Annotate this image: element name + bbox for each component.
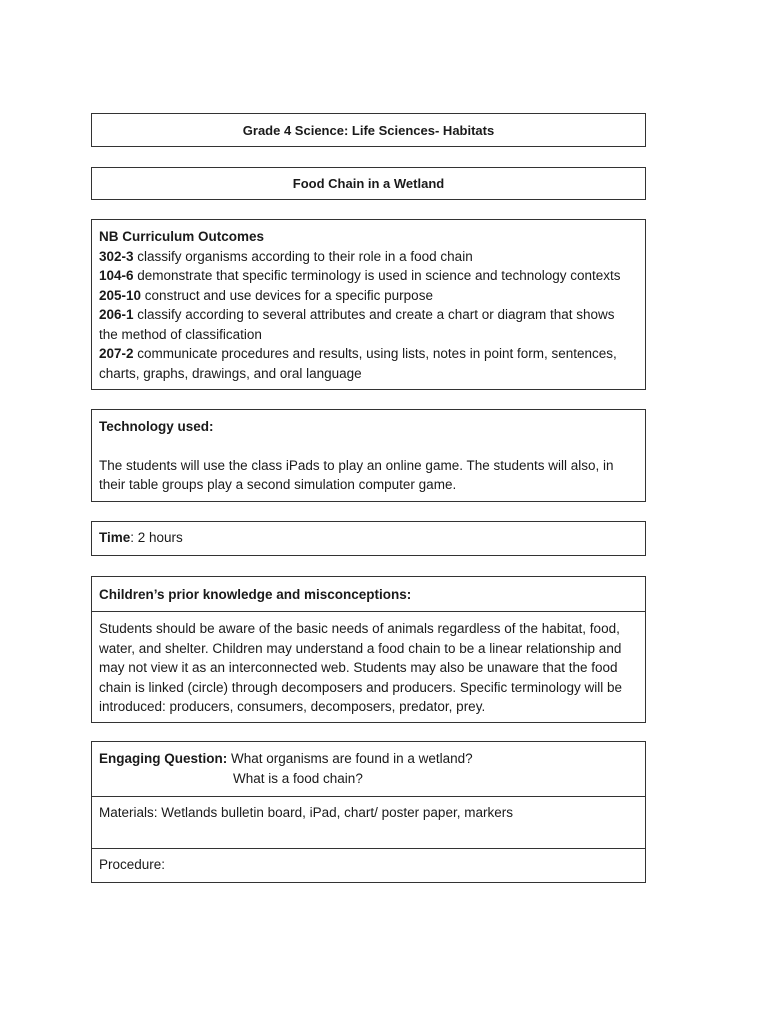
lesson-subtitle-box <box>91 167 646 200</box>
outcomes-heading: NB Curriculum Outcomes <box>99 229 265 244</box>
technology-heading: Technology used: <box>99 419 214 434</box>
engaging-question-row <box>92 742 645 796</box>
engaging-box <box>91 741 646 883</box>
outcome-item: 302-3 classify organisms according to their role in a food chain <box>99 248 473 264</box>
technology-text-line: their table groups play a second simulation computer game. <box>99 477 457 492</box>
outcome-item: 207-2 communicate procedures and results, using lists, notes in point form, sentences, <box>99 346 617 361</box>
outcome-item: 206-1 classify according to several attributes and create a chart or diagram that shows <box>99 307 615 322</box>
outcome-item: 205-10 construct and use devices for a specific purpose <box>99 287 433 303</box>
procedure-text: Procedure: <box>99 857 166 872</box>
prior-knowledge-line: chain is linked (circle) through decomposers and producers. Specific terminology will be <box>99 679 622 695</box>
outcome-item-continued: charts, graphs, drawings, and oral language <box>99 365 362 381</box>
outcome-item: 104-6 demonstrate that specific terminology is used in science and technology contexts <box>99 268 621 283</box>
prior-knowledge-line: water, and shelter. Children may understand a food chain to be a linear relationship and <box>99 640 622 656</box>
curriculum-outcomes-box <box>91 219 646 390</box>
lesson-title: Grade 4 Science: Life Sciences- Habitats <box>242 122 495 138</box>
engaging-question-1: What organisms are found in a wetland? <box>227 751 473 766</box>
materials-text: Materials: Wetlands bulletin board, iPad, chart/ poster paper, markers <box>99 805 513 820</box>
prior-knowledge-line: introduced: producers, consumers, decomposers, predator, prey. <box>99 699 486 714</box>
outcome-item-continued: the method of classification <box>99 326 262 342</box>
time-value: Time: 2 hours <box>99 530 183 545</box>
materials-row <box>92 796 645 848</box>
engaging-question-2: What is a food chain? <box>233 770 363 786</box>
prior-knowledge-heading: Children’s prior knowledge and misconceptions: <box>99 586 412 602</box>
time-box <box>91 521 646 556</box>
prior-knowledge-box <box>91 576 646 723</box>
lesson-title-box <box>91 113 646 147</box>
lesson-subtitle: Food Chain in a Wetland <box>292 176 445 191</box>
prior-knowledge-line: Students should be aware of the basic needs of animals regardless of the habitat, food, <box>99 621 620 636</box>
prior-knowledge-line: may not view it as an interconnected web. Students may also be unaware that the food <box>99 660 618 675</box>
technology-box <box>91 409 646 502</box>
prior-knowledge-header <box>92 577 645 611</box>
procedure-row <box>92 848 645 882</box>
engaging-question-label: Engaging Question: <box>99 751 228 766</box>
technology-text-line: The students will use the class iPads to play an online game. The students will also, in <box>99 457 614 473</box>
